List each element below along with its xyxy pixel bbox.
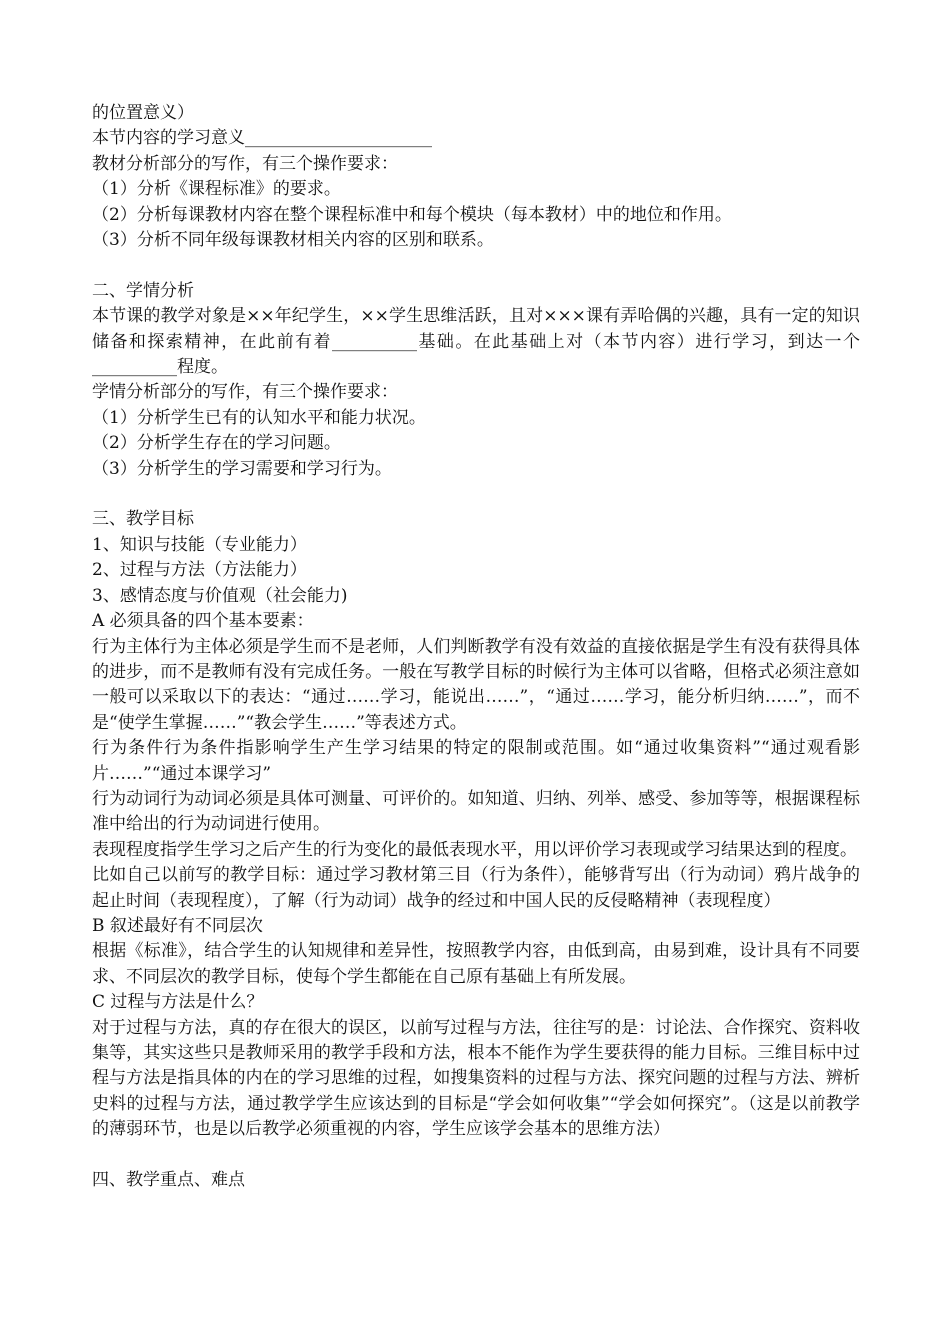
subheading: C 过程与方法是什么？ (92, 992, 264, 1013)
text-line: 本节内容的学习意义______________________ (92, 128, 432, 149)
blank-line (92, 1143, 860, 1168)
section-heading: 四、教学重点、难点 (92, 1170, 245, 1191)
paragraph: 行为条件行为条件指影响学生产生学习结果的特定的限制或范围。如“通过收集资料”“通过观看影片……”“通过本课学习” (92, 738, 860, 784)
text-line: 教材分析部分的写作，有三个操作要求： (92, 153, 398, 174)
paragraph: 行为主体行为主体必须是学生而不是老师，人们判断教学有没有效益的直接依据是学生有没有获得具体的进步，而不是教师有没有完成任务。一般在写教学目标的时候行为主体可以省略，但格式必须注意如一般可以采取以下的表达：“通过……学习，能说出……”，“通过……学习，能分析归纳……”，而不是“使学生掌握……”“教会学生……”等表述方式。 (92, 636, 860, 733)
paragraph: 本节课的教学对象是××年纪学生，××学生思维活跃，且对×××课有弄哈偶的兴趣，具有一定的知识储备和探索精神，在此前有着__________基础。在此基础上对（本节内容）进行学习，到达一个__________程度。 (92, 306, 860, 378)
blank-line (92, 253, 860, 278)
section-heading: 二、学情分析 (92, 280, 194, 301)
text-line: 学情分析部分的写作，有三个操作要求： (92, 382, 398, 403)
list-item: （3）分析不同年级每课教材相关内容的区别和联系。 (92, 230, 494, 251)
list-item: 1、知识与技能（专业能力） (92, 534, 307, 555)
paragraph: 行为动词行为动词必须是具体可测量、可评价的。如知道、归纳、列举、感受、参加等等，根据课程标准中给出的行为动词进行使用。 (92, 788, 860, 835)
paragraph: 对于过程与方法，真的存在很大的误区，以前写过程与方法，往往写的是：讨论法、合作探究、资料收集等，其实这些只是教师采用的教学手段和方法，根本不能作为学生要获得的能力目标。三维目标中过程与方法是指具体的内在的学习思维的过程，如搜集资料的过程与方法、探究问题的过程与方法、辨析史料的过程与方法，通过教学学生应该达到的目标是“学会如何收集”“学会如何探究”。（这是以前教学的薄弱环节，也是以后教学必须重视的内容，学生应该学会基本的思维方法） (92, 1017, 860, 1140)
blank-line (92, 482, 860, 507)
document-body (92, 101, 860, 1193)
section-heading: 三、教学目标 (92, 509, 194, 530)
list-item: （1）分析《课程标准》的要求。 (92, 179, 341, 200)
list-item: （3）分析学生的学习需要和学习行为。 (92, 458, 392, 479)
paragraph: 根据《标准》，结合学生的认知规律和差异性，按照教学内容，由低到高，由易到难，设计具有不同要求、不同层次的教学目标，使每个学生都能在自己原有基础上有所发展。 (92, 941, 860, 987)
list-item: （2）分析学生存在的学习问题。 (92, 433, 341, 454)
paragraph: 比如自己以前写的教学目标：通过学习教材第三目（行为条件），能够背写出（行为动词）鸦片战争的起止时间（表现程度），了解（行为动词）战争的经过和中国人民的反侵略精神（表现程度） (92, 865, 860, 911)
subheading: A 必须具备的四个基本要素： (92, 611, 314, 632)
list-item: 2、过程与方法（方法能力） (92, 560, 307, 581)
list-item: （1）分析学生已有的认知水平和能力状况。 (92, 407, 426, 428)
list-item: 3、感情态度与价值观（社会能力) (92, 585, 348, 606)
subheading: B 叙述最好有不同层次 (92, 915, 263, 936)
list-item: （2）分析每课教材内容在整个课程标准中和每个模块（每本教材）中的地位和作用。 (92, 204, 732, 225)
text-line: 的位置意义） (92, 103, 194, 123)
paragraph: 表现程度指学生学习之后产生的行为变化的最低表现水平，用以评价学习表现或学习结果达到的程度。 (92, 839, 857, 860)
